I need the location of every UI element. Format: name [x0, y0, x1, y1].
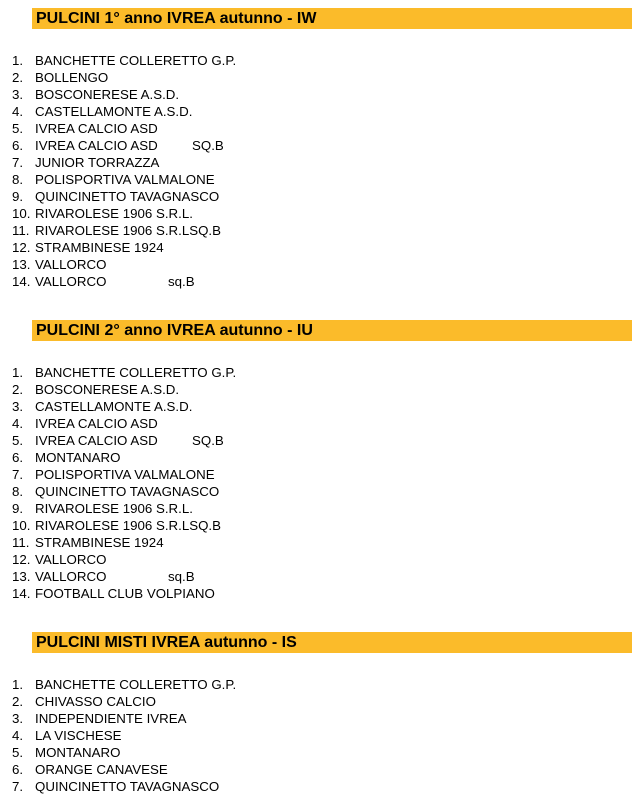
team-list [0, 676, 638, 795]
list-item [0, 432, 638, 449]
list-item [0, 256, 638, 273]
list-item [0, 585, 638, 602]
list-item [0, 171, 638, 188]
team-name: QUINCINETTO TAVAGNASCO [35, 189, 220, 204]
item-number: 4. [12, 104, 24, 119]
section-title: PULCINI MISTI IVREA autunno - IS [32, 632, 632, 653]
list-item [0, 222, 638, 239]
item-number: 12. [12, 552, 31, 567]
team-name: STRAMBINESE 1924 [35, 240, 164, 255]
item-number: 5. [12, 121, 24, 136]
team-name: VALLORCO [35, 569, 107, 584]
team-name: QUINCINETTO TAVAGNASCO [35, 484, 220, 499]
section-title: PULCINI 2° anno IVREA autunno - IU [32, 320, 632, 341]
team-name: IVREA CALCIO ASD [35, 416, 158, 431]
team-name: MONTANARO [35, 745, 121, 760]
list-item [0, 568, 638, 585]
list-item [0, 273, 638, 290]
item-number: 6. [12, 762, 24, 777]
item-number: 7. [12, 779, 24, 794]
team-name: RIVAROLESE 1906 S.R.LSQ.B [35, 223, 221, 238]
item-number: 9. [12, 501, 24, 516]
item-number: 13. [12, 257, 31, 272]
list-item [0, 381, 638, 398]
section-pulcini-misti [0, 632, 638, 795]
team-name: POLISPORTIVA VALMALONE [35, 172, 215, 187]
item-number: 2. [12, 694, 24, 709]
team-name: BANCHETTE COLLERETTO G.P. [35, 53, 237, 68]
team-name: RIVAROLESE 1906 S.R.LSQ.B [35, 518, 221, 533]
item-number: 8. [12, 172, 24, 187]
item-number: 14. [12, 586, 31, 601]
item-number: 4. [12, 728, 24, 743]
list-item [0, 727, 638, 744]
team-name: IVREA CALCIO ASD [35, 138, 158, 153]
team-name: IVREA CALCIO ASD [35, 121, 158, 136]
team-list [0, 364, 638, 602]
team-name: VALLORCO [35, 274, 107, 289]
list-item [0, 239, 638, 256]
team-name: CHIVASSO CALCIO [35, 694, 156, 709]
item-number: 5. [12, 433, 24, 448]
item-number: 2. [12, 70, 24, 85]
list-item [0, 710, 638, 727]
team-list [0, 52, 638, 290]
team-name: BANCHETTE COLLERETTO G.P. [35, 677, 237, 692]
list-item [0, 551, 638, 568]
list-item [0, 86, 638, 103]
list-item [0, 415, 638, 432]
team-name: LA VISCHESE [35, 728, 122, 743]
item-number: 1. [12, 53, 24, 68]
team-name: STRAMBINESE 1924 [35, 535, 164, 550]
team-name: IVREA CALCIO ASD [35, 433, 158, 448]
team-name: MONTANARO [35, 450, 121, 465]
list-item [0, 500, 638, 517]
list-item [0, 693, 638, 710]
item-number: 3. [12, 87, 24, 102]
item-number: 13. [12, 569, 31, 584]
team-name: CASTELLAMONTE A.S.D. [35, 104, 193, 119]
list-item [0, 778, 638, 795]
list-item [0, 534, 638, 551]
item-number: 14. [12, 274, 31, 289]
item-number: 7. [12, 467, 24, 482]
team-name: ORANGE CANAVESE [35, 762, 168, 777]
list-item [0, 120, 638, 137]
list-item [0, 761, 638, 778]
item-number: 2. [12, 382, 24, 397]
team-name: CASTELLAMONTE A.S.D. [35, 399, 193, 414]
team-name: RIVAROLESE 1906 S.R.L. [35, 206, 193, 221]
list-item [0, 517, 638, 534]
team-name: VALLORCO [35, 552, 107, 567]
team-name: QUINCINETTO TAVAGNASCO [35, 779, 220, 794]
list-item [0, 188, 638, 205]
list-item [0, 154, 638, 171]
team-name: VALLORCO [35, 257, 107, 272]
list-item [0, 103, 638, 120]
item-number: 6. [12, 450, 24, 465]
list-item [0, 466, 638, 483]
team-name: BOSCONERESE A.S.D. [35, 382, 180, 397]
team-name: BOSCONERESE A.S.D. [35, 87, 180, 102]
team-name: BANCHETTE COLLERETTO G.P. [35, 365, 237, 380]
item-number: 6. [12, 138, 24, 153]
list-item [0, 364, 638, 381]
item-number: 7. [12, 155, 24, 170]
section-title: PULCINI 1° anno IVREA autunno - IW [32, 8, 632, 29]
list-item [0, 137, 638, 154]
section-pulcini-2-anno [0, 320, 638, 602]
list-item [0, 69, 638, 86]
team-name: JUNIOR TORRAZZA [35, 155, 160, 170]
item-number: 10. [12, 518, 31, 533]
item-number: 9. [12, 189, 24, 204]
list-item [0, 52, 638, 69]
item-number: 12. [12, 240, 31, 255]
item-number: 3. [12, 399, 24, 414]
item-number: 10. [12, 206, 31, 221]
item-number: 1. [12, 365, 24, 380]
team-name: BOLLENGO [35, 70, 109, 85]
item-number: 3. [12, 711, 24, 726]
team-name: FOOTBALL CLUB VOLPIANO [35, 586, 215, 601]
list-item [0, 676, 638, 693]
list-item [0, 398, 638, 415]
item-number: 11. [12, 535, 30, 550]
item-number: 1. [12, 677, 24, 692]
team-suffix: sq.B [168, 569, 195, 584]
section-pulcini-1-anno [0, 8, 638, 290]
team-suffix: sq.B [168, 274, 195, 289]
list-item [0, 205, 638, 222]
item-number: 8. [12, 484, 24, 499]
item-number: 4. [12, 416, 24, 431]
item-number: 5. [12, 745, 24, 760]
list-item [0, 744, 638, 761]
item-number: 11. [12, 223, 30, 238]
team-name: RIVAROLESE 1906 S.R.L. [35, 501, 193, 516]
team-name: INDEPENDIENTE IVREA [35, 711, 187, 726]
list-item [0, 483, 638, 500]
list-item [0, 449, 638, 466]
team-suffix: SQ.B [192, 433, 224, 448]
team-name: POLISPORTIVA VALMALONE [35, 467, 215, 482]
team-suffix: SQ.B [192, 138, 224, 153]
